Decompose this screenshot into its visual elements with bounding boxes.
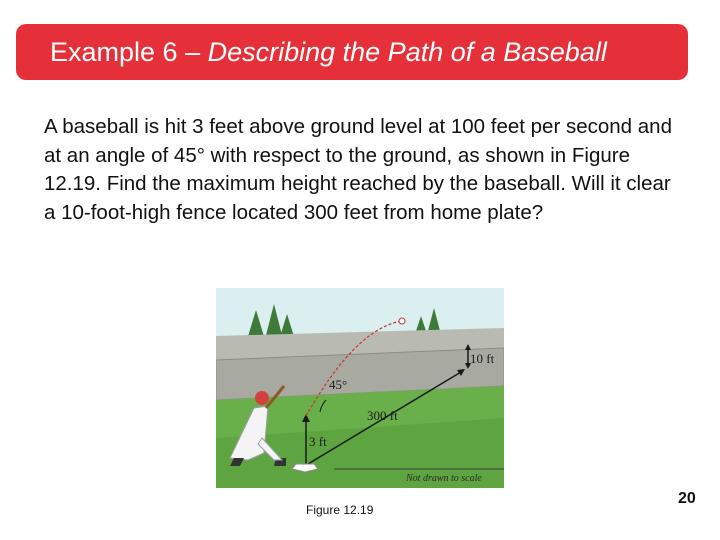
figure-caption: Figure 12.19 bbox=[306, 503, 374, 517]
title-prefix: Example 6 – bbox=[50, 36, 208, 67]
distance-label: 300 ft bbox=[367, 408, 398, 423]
baseball-figure bbox=[216, 288, 504, 488]
page-number: 20 bbox=[678, 490, 696, 507]
angle-label: 45° bbox=[329, 377, 348, 392]
baseball-illustration bbox=[216, 288, 504, 488]
title-bar bbox=[16, 24, 688, 80]
scale-note: Not drawn to scale bbox=[406, 473, 482, 484]
slide-title bbox=[50, 37, 607, 68]
fence-height-label: 10 ft bbox=[470, 351, 495, 366]
problem-text: A baseball is hit 3 feet above ground level at 100 feet per second and at an angle of 45° with respect to the ground, as shown in Figure 12.19. Find the maximum height reached by the baseball. Will it clear a 10-foot-high fence located 300 feet from home plate? bbox=[44, 115, 672, 224]
height-label: 3 ft bbox=[309, 434, 327, 449]
title-italic: Describing the Path of a Baseball bbox=[207, 36, 607, 67]
baseball bbox=[399, 318, 405, 324]
